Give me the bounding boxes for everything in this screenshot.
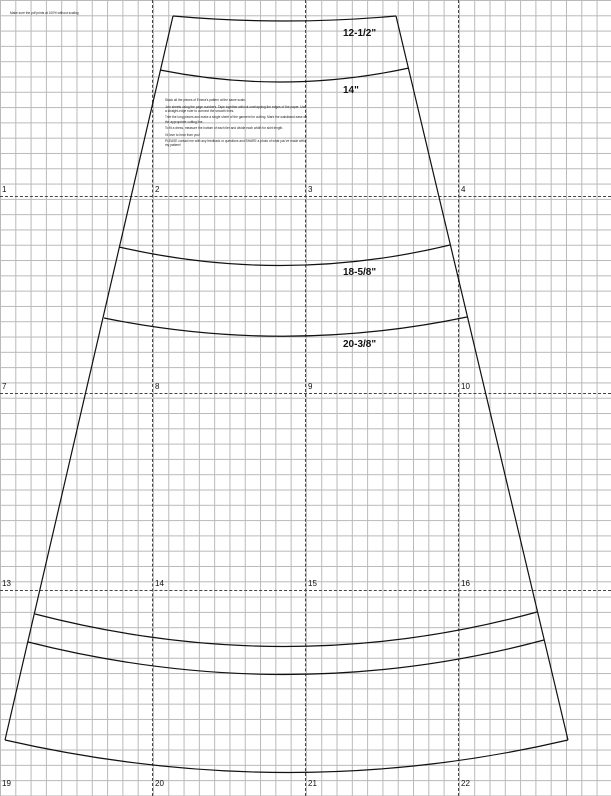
pattern-top-edge: [173, 16, 396, 21]
page-number: 3: [308, 185, 313, 194]
instruction-line: Stack all the pieces of Emma's pattern at the same scale.: [165, 98, 246, 102]
instruction-line: PLEASE contact me with any feedback or questions and SHARE a photo of what you've made with my pattern!: [165, 139, 305, 148]
instruction-line: To fit a dress, measure the bottom of each tier and divide each width for skirt length.: [165, 126, 284, 131]
pattern-right-side: [396, 16, 568, 740]
page-number: 16: [461, 579, 470, 588]
page-number: 4: [461, 185, 466, 194]
page-number: 21: [308, 779, 317, 788]
page-number: 15: [308, 579, 317, 588]
page-number: 22: [461, 779, 470, 788]
page-number: 10: [461, 382, 470, 391]
page-number: 14: [155, 579, 164, 588]
page-number: 19: [2, 779, 11, 788]
print-scaling-note: Make sure the pdf prints at 100% without scaling: [10, 11, 79, 15]
tier-line-14: [160, 68, 409, 82]
tier-line-lower-2: [28, 640, 544, 675]
size-label-12-1-2: 12-1/2": [343, 28, 377, 39]
page-number: 7: [2, 382, 7, 391]
instruction-line: Trim the long pieces and make a single sheet of the garment for cutting. Mark the waistband ease on the appropriate cutting line.: [165, 115, 307, 124]
instruction-line: Join sheets using the page numbers. Tape together without overlapping the edges of the paper. Use a straight-edge ruler to connect the smooth lines.: [165, 104, 306, 113]
page-number: 8: [155, 382, 160, 391]
size-label-18-5-8: 18-5/8": [343, 267, 377, 278]
page-number: 9: [308, 382, 313, 391]
page-number: 13: [2, 579, 11, 588]
page-number: 1: [2, 185, 7, 194]
size-label-14: 14": [343, 85, 359, 96]
tier-line-20-3-8: [104, 317, 467, 336]
page-number: 2: [155, 185, 160, 194]
pattern-hem-edge: [5, 740, 568, 773]
tier-line-18-5-8: [119, 245, 450, 266]
size-label-20-3-8: 20-3/8": [343, 339, 377, 350]
pattern-instructions: [165, 98, 307, 150]
tier-line-lower-1: [35, 612, 537, 647]
pattern-left-side: [5, 16, 173, 740]
page-number: 20: [155, 779, 164, 788]
instruction-line: I'd love to hear from you!: [165, 132, 200, 137]
